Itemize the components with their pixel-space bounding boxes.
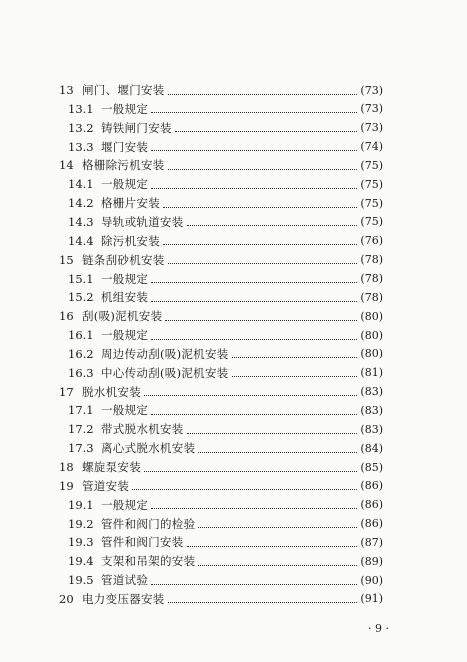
- toc-page-number: (86): [360, 517, 383, 531]
- dot-leader: [151, 414, 357, 415]
- toc-title: 离心式脱水机安装: [101, 441, 196, 456]
- toc-number: 19.4: [68, 554, 94, 569]
- dot-leader: [232, 357, 358, 358]
- toc-chapter-row: [59, 81, 383, 99]
- toc-page-number: (76): [360, 234, 383, 248]
- toc-title: 周边传动刮(吸)泥机安装: [101, 346, 229, 361]
- toc-number: 19: [59, 478, 74, 493]
- toc-title: 一般规定: [101, 177, 149, 192]
- toc-section-row: [68, 194, 383, 212]
- toc-number: 15.2: [68, 290, 94, 305]
- toc-chapter-row: [59, 458, 383, 476]
- toc-page-number: (86): [360, 498, 383, 512]
- dot-leader: [187, 546, 358, 547]
- toc-number: 16.2: [68, 346, 94, 361]
- toc-number: 19.3: [68, 535, 94, 550]
- toc-title: 一般规定: [101, 101, 149, 116]
- toc-title: 导轨或轨道安装: [101, 214, 184, 229]
- toc-number: 20: [59, 591, 74, 606]
- toc-title: 格栅除污机安装: [82, 158, 165, 173]
- toc-page-number: (75): [360, 196, 383, 210]
- toc-page-number: (75): [360, 177, 383, 191]
- toc-title: 一般规定: [101, 271, 149, 286]
- toc-number: 16: [59, 309, 74, 324]
- dot-leader: [198, 452, 357, 453]
- toc-section-row: [68, 345, 383, 363]
- toc-section-row: [68, 533, 383, 551]
- dot-leader: [187, 433, 358, 434]
- toc-section-row: [68, 552, 383, 570]
- dot-leader: [198, 527, 357, 528]
- toc-title: 脱水机安装: [82, 384, 141, 399]
- toc-section-row: [68, 420, 383, 438]
- toc-number: 14: [59, 158, 74, 173]
- toc-title: 机组安装: [101, 290, 149, 305]
- toc-title: 链条刮砂机安装: [82, 252, 165, 267]
- toc-number: 13.3: [68, 139, 94, 154]
- dot-leader: [168, 169, 358, 170]
- toc-chapter-row: [59, 383, 383, 401]
- toc-section-row: [68, 439, 383, 457]
- toc-title: 电力变压器安装: [82, 591, 165, 606]
- toc-title: 堰门安装: [101, 139, 149, 154]
- toc-title: 一般规定: [101, 328, 149, 343]
- toc-section-row: [68, 100, 383, 118]
- dot-leader: [163, 244, 357, 245]
- toc-title: 闸门、堰门安装: [82, 83, 165, 97]
- toc-number: 13.2: [68, 120, 94, 135]
- toc-section-row: [68, 270, 383, 288]
- toc-number: 15.1: [68, 271, 94, 286]
- toc-title: 刮(吸)泥机安装: [82, 309, 163, 324]
- toc-section-row: [68, 326, 383, 344]
- toc-page-number: (75): [360, 215, 383, 229]
- toc-chapter-row: [59, 477, 383, 495]
- dot-leader: [151, 282, 357, 283]
- toc-section-row: [68, 138, 383, 156]
- toc-section-row: [68, 401, 383, 419]
- toc-page-number: (78): [360, 290, 383, 304]
- dot-leader: [163, 207, 357, 208]
- dot-leader: [175, 131, 358, 132]
- dot-leader: [168, 94, 358, 95]
- toc-title: 一般规定: [101, 497, 149, 512]
- toc-section-row: [68, 515, 383, 533]
- toc-chapter-row: [59, 590, 383, 608]
- toc-page-number: (80): [360, 309, 383, 323]
- toc-page-number: (75): [360, 158, 383, 172]
- toc-number: 14.4: [68, 233, 94, 248]
- dot-leader: [165, 320, 357, 321]
- toc-title: 中心传动刮(吸)泥机安装: [101, 365, 229, 380]
- toc-title: 支架和吊架的安装: [101, 554, 196, 569]
- dot-leader: [187, 225, 358, 226]
- toc-page-number: (78): [360, 253, 383, 267]
- toc-number: 14.1: [68, 177, 94, 192]
- toc-number: 14.3: [68, 214, 94, 229]
- toc-number: 17.2: [68, 422, 94, 437]
- toc-number: 17.3: [68, 441, 94, 456]
- toc-title: 带式脱水机安装: [101, 422, 184, 437]
- toc-page-number: (73): [360, 83, 383, 97]
- toc-number: 16.3: [68, 365, 94, 380]
- dot-leader: [132, 489, 357, 490]
- toc-number: 19.5: [68, 573, 94, 588]
- toc-number: 19.2: [68, 516, 94, 531]
- toc-page-number: (73): [360, 121, 383, 135]
- toc-number: 16.1: [68, 328, 94, 343]
- dot-leader: [151, 584, 357, 585]
- dot-leader: [232, 376, 358, 377]
- toc-page-number: (74): [360, 140, 383, 154]
- toc-page-number: (83): [360, 422, 383, 436]
- dot-leader: [144, 471, 357, 472]
- dot-leader: [144, 395, 357, 396]
- toc-title: 管件和阀门安装: [101, 535, 184, 550]
- toc-page-number: (73): [360, 102, 383, 116]
- page-number: · 9 ·: [368, 622, 389, 635]
- toc-chapter-row: [59, 156, 383, 174]
- toc-page-number: (86): [360, 479, 383, 493]
- toc-page-number: (91): [360, 592, 383, 606]
- dot-leader: [168, 263, 358, 264]
- toc-title: 管道试验: [101, 573, 149, 588]
- toc-page-number: (78): [360, 272, 383, 285]
- toc-chapter-row: [59, 307, 383, 325]
- toc-number: 17.1: [68, 403, 94, 418]
- toc-section-row: [68, 119, 383, 137]
- toc-title: 除污机安装: [101, 233, 160, 248]
- dot-leader: [151, 508, 357, 509]
- toc-title: 铸铁闸门安装: [101, 120, 172, 135]
- toc-title: 管道安装: [82, 478, 130, 493]
- toc-page-number: (85): [360, 460, 383, 474]
- dot-leader: [198, 565, 357, 566]
- toc-number: 17: [59, 384, 74, 399]
- toc-title: 一般规定: [101, 403, 149, 418]
- toc-section-row: [68, 175, 383, 193]
- dot-leader: [168, 602, 358, 603]
- toc-page-number: (83): [360, 403, 383, 417]
- dot-leader: [151, 150, 357, 151]
- toc-title: 螺旋泵安装: [82, 460, 141, 474]
- toc-page-number: (84): [360, 441, 383, 455]
- toc-section-row: [68, 232, 383, 250]
- dot-leader: [151, 188, 357, 189]
- toc-number: 19.1: [68, 497, 94, 512]
- toc-section-row: [68, 288, 383, 306]
- toc-page-number: (90): [360, 573, 383, 587]
- toc-number: 15: [59, 252, 74, 267]
- toc-page-number: (81): [360, 366, 383, 380]
- dot-leader: [151, 301, 357, 302]
- toc-page-number: (89): [360, 554, 383, 568]
- toc-chapter-row: [59, 251, 383, 269]
- toc-title: 管件和阀门的检验: [101, 516, 196, 531]
- toc-section-row: [68, 571, 383, 589]
- toc-page-number: (83): [360, 385, 383, 399]
- toc-page-number: (87): [360, 535, 383, 549]
- toc-number: 13.1: [68, 101, 94, 116]
- toc-number: 13: [59, 83, 74, 97]
- toc-section-row: [68, 213, 383, 231]
- toc-number: 14.2: [68, 196, 94, 211]
- toc-section-row: [68, 496, 383, 514]
- dot-leader: [151, 339, 357, 340]
- toc-number: 18: [59, 460, 74, 474]
- dot-leader: [151, 112, 357, 113]
- toc-page-number: (80): [360, 328, 383, 342]
- toc-section-row: [68, 364, 383, 382]
- toc-title: 格栅片安装: [101, 196, 160, 211]
- toc-page-number: (80): [360, 347, 383, 361]
